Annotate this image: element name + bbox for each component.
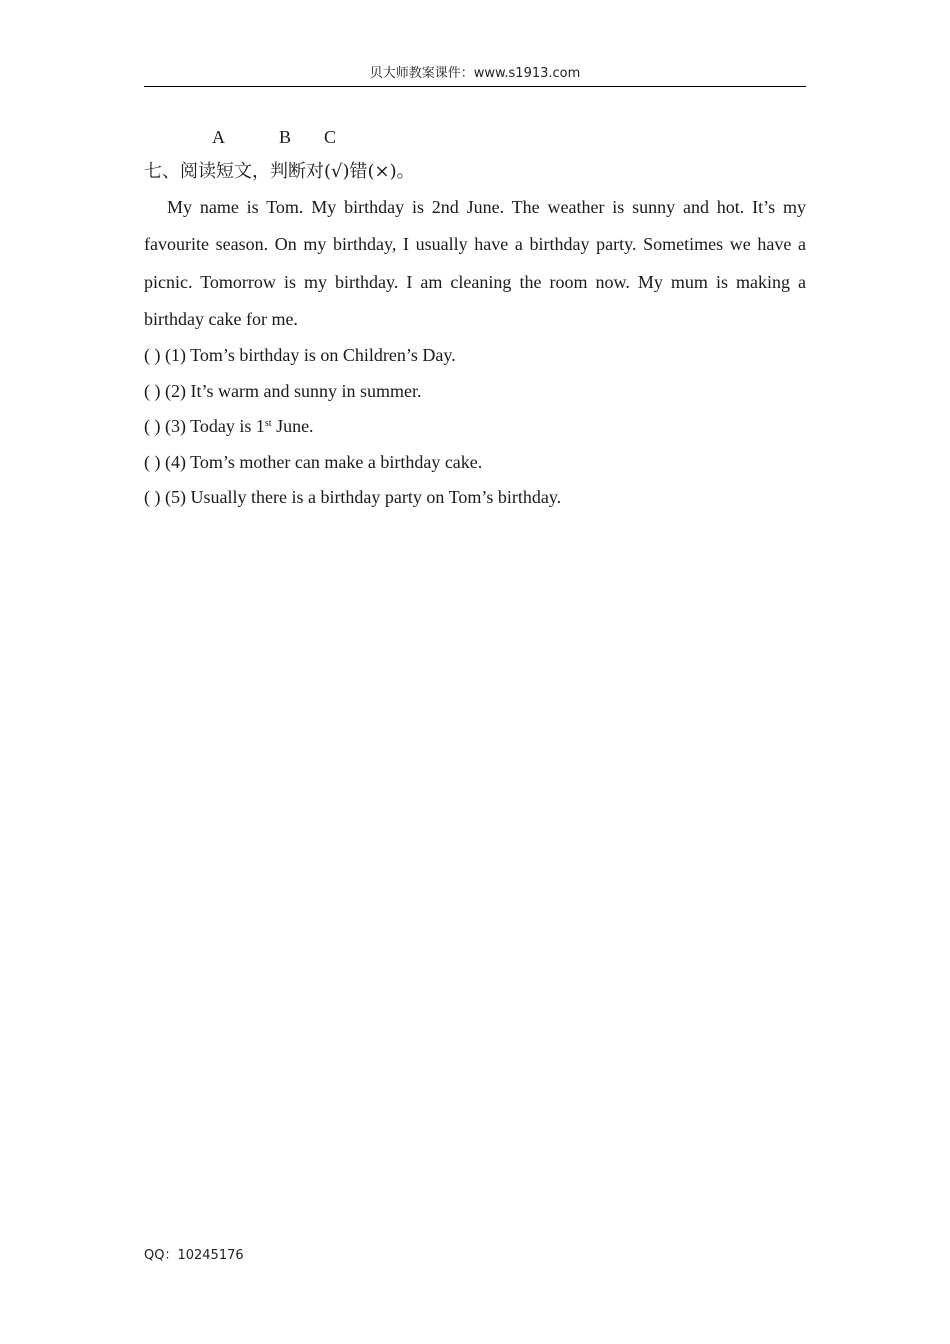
question-item: ( ) (5) Usually there is a birthday party on Tom’s birthday.	[144, 487, 562, 508]
question-text-start: ( ) (3) Today is 1	[144, 416, 265, 437]
option-label-a: A	[212, 127, 225, 147]
question-item: ( ) (1) Tom’s birthday is on Children’s Day.	[144, 345, 456, 365]
question-item: ( ) (4) Tom’s mother can make a birthday cake.	[144, 451, 483, 472]
page-footer: QQ：10245176	[144, 1248, 244, 1263]
section-title: 七、阅读短文，判断对(√)错(×)。	[144, 161, 415, 182]
page-header: 贝大师教案课件：www.s1913.com	[144, 64, 806, 87]
picture-option-labels	[144, 126, 806, 148]
question-item: ( ) (2) It’s warm and sunny in summer.	[144, 380, 422, 401]
option-label-b: B	[279, 127, 292, 147]
ordinal-suffix: st	[264, 418, 272, 430]
option-label-c: C	[324, 127, 337, 147]
true-false-questions	[144, 342, 806, 520]
question-text-end: June.	[271, 416, 314, 437]
reading-passage: My name is Tom. My birthday is 2nd June. The weather is sunny and hot. It’s my favourite season. On my birthday, I usually have a birthday party. Sometimes we have a picnic. Tomorrow is my birthday. I am cleaning the room now. My mum is making a birthday cake for me.	[144, 197, 806, 329]
question-item	[144, 413, 806, 449]
